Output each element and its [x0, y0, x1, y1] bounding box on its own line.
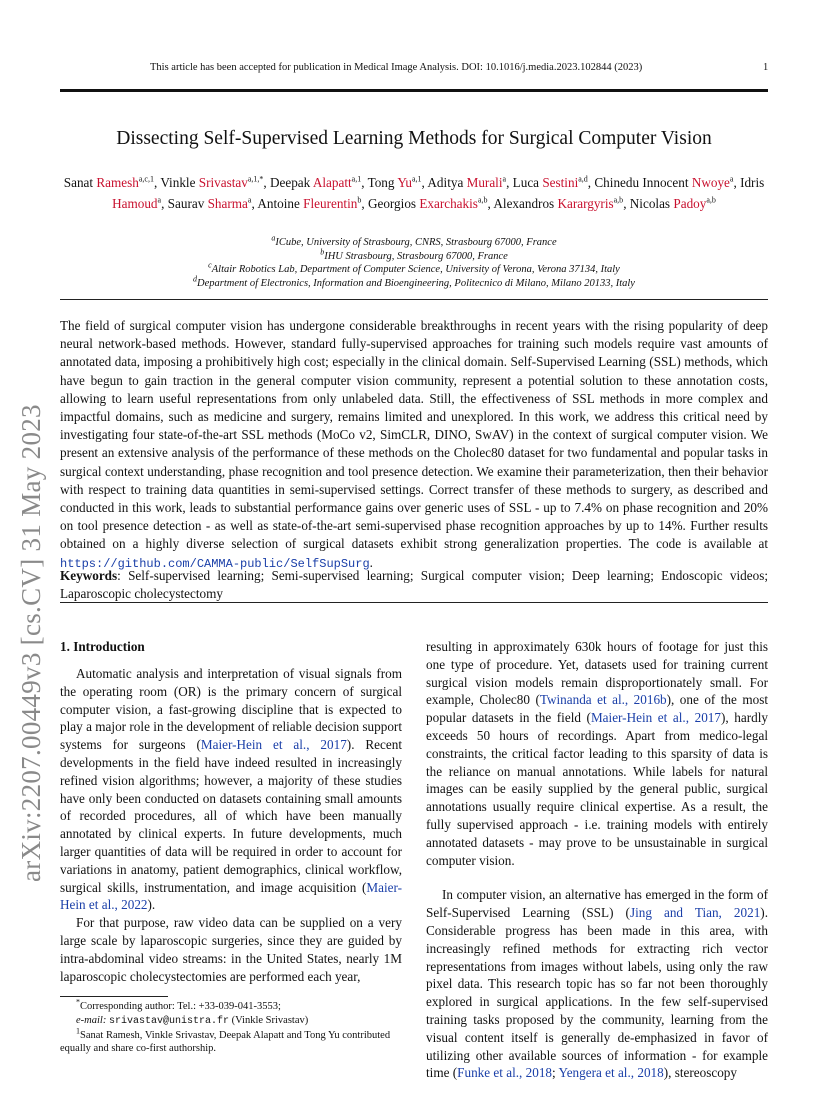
affiliation-list — [60, 233, 768, 290]
footnote-mark: 1 — [76, 1026, 80, 1036]
text: resulting in approximately 630k hours of footage for just this one type of procedure. Yet, datasets used for training current surgical vision models remain disproportionately small. For example, Cholec80 ( — [426, 639, 768, 708]
affiliation-mark: d — [193, 274, 198, 284]
author-last-name[interactable]: Nwoye — [691, 175, 730, 190]
author-affiliation-marks: a,c,1 — [138, 174, 154, 184]
text: ). Considerable progress has been made in this area, with increasingly refined methods for extracting rich vector representations from images without labels, using only the raw pixel data. This research topic has so far not been thoroughly explored in surgical applications. In the few self-supervised training tasks proposed by the community, learning from the visual content itself is generally de-emphasized in favor of utilizing other available sources of information - for example time ( — [426, 905, 768, 1081]
abstract — [60, 317, 768, 573]
page-number: 1 — [763, 62, 769, 73]
affiliation-mark: a — [271, 233, 276, 243]
author-first-name: Luca — [512, 175, 543, 190]
author — [630, 196, 716, 211]
author-last-name[interactable]: Sestini — [542, 175, 579, 190]
author-first-name: Alexandros — [493, 195, 558, 211]
author — [368, 196, 488, 211]
author-first-name: Sanat — [63, 175, 97, 190]
author-last-name[interactable]: Srivastav — [198, 175, 248, 190]
citation-link[interactable]: Maier-Hein et al., 2017 — [200, 737, 347, 753]
author-affiliation-marks: a — [729, 174, 734, 184]
author-first-name: Georgios — [367, 195, 420, 211]
affiliation — [60, 233, 768, 250]
author-last-name[interactable]: Exarchakis — [419, 195, 478, 211]
paper-title: Dissecting Self-Supervised Learning Methods for Surgical Computer Vision — [116, 128, 712, 149]
citation-link[interactable]: Yengera et al., 2018 — [558, 1065, 664, 1081]
author-affiliation-marks: a — [157, 195, 162, 205]
author-first-name: Nicolas — [629, 195, 674, 211]
author-first-name: Chinedu Innocent — [594, 175, 692, 190]
footnote-text: Sanat Ramesh, Vinkle Srivastav, Deepak Alapatt and Tong Yu contributed equally and share co-first authorship. — [60, 1029, 391, 1055]
author — [594, 175, 733, 190]
author-first-name: Aditya — [427, 175, 467, 190]
author — [168, 196, 252, 211]
author-last-name[interactable]: Alapatt — [312, 175, 352, 190]
author — [257, 196, 361, 211]
author-affiliation-marks: b — [357, 195, 362, 205]
author-affiliation-marks: a,b — [706, 195, 716, 205]
citation-link[interactable]: Maier-Hein et al., 2022 — [60, 879, 402, 913]
author-last-name[interactable]: Ramesh — [96, 175, 139, 190]
citation-link[interactable]: Jing and Tian, 2021 — [629, 905, 761, 921]
author — [513, 175, 588, 190]
text: ). Recent developments in the field have indeed resulted in increasingly refined vision algorithms; however, a majority of these studies have only been conducted on datasets containing small amounts of recorded procedures, all of which have been manually annotated by clinical experts. In future developments, much larger quantities of data will be required in order to account for variations in anatomy, patient demographics, clinical workflow, surgical skills, instrumentation, and image acquisition ( — [60, 737, 402, 895]
journal-header-text: This article has been accepted for publication in Medical Image Analysis. DOI: 10.1016/j.media.2023.102844 (2023) — [150, 62, 643, 73]
author-last-name[interactable]: Fleurentin — [303, 195, 358, 211]
author-affiliation-marks: a — [502, 174, 507, 184]
paragraph — [426, 886, 768, 1082]
email-label: e-mail: — [76, 1014, 107, 1026]
footnote-email — [60, 1014, 402, 1029]
author — [160, 175, 263, 190]
paragraph: For that purpose, raw video data can be supplied on a very large scale by laparoscopic surgeries, since they are guided by intra-abdominal video streams: in the United States, nearly 1M laparoscopic cholecystectomies are performed each year, — [60, 915, 402, 984]
text: Automatic analysis and interpretation of visual signals from the operating room (OR) is the primary concern of surgical computer vision, a fast-growing discipline that is expected to play a major role in the development of reliable decision support systems for surgeons ( — [60, 666, 402, 753]
author — [368, 175, 422, 190]
footnotes — [60, 997, 402, 1056]
text: ), hardly exceeds 50 hours of recordings. Apart from medico-legal constraints, the critical factor leading to this sparsity of data is the reliance on manual annotations. While labels for natural images can be easily supplied by the general public, surgical annotations usually require clinical expertise. As a result, the fully supervised approach - i.e. training models with entirely annotated datasets - may prove to be unsustainable in surgical computer vision. — [426, 710, 768, 868]
keywords — [60, 567, 768, 603]
code-link[interactable]: https://github.com/CAMMA-public/SelfSupSurg — [60, 556, 370, 571]
text: ; — [552, 1065, 559, 1081]
author-affiliation-marks: a,1 — [351, 174, 362, 184]
paragraph — [60, 665, 402, 914]
citation-link[interactable]: Twinanda et al., 2016b — [539, 692, 667, 708]
affiliation — [60, 260, 768, 277]
author-affiliation-marks: a,b — [477, 195, 488, 205]
author — [64, 175, 154, 190]
abstract-text: The field of surgical computer vision has undergone considerable breakthroughs in recent years with the rising popularity of deep neural network-based methods. However, standard fully-supervised approaches for training such models require vast amounts of annotated data, imposing a prohibitively high cost; especially in the clinical domain. Self-Supervised Learning (SSL) methods, which have begun to gain traction in the general computer vision community, represent a potential solution to these annotation costs, allowing to learn useful representations from only unlabeled data. Still, the effectiveness of SSL methods in more complex and impactful domains, such as medicine and surgery, remains limited and unexplored. In this work, we address this critical need by investigating four state-of-the-art SSL methods (MoCo v2, SimCLR, DINO, SwAV) in the context of surgical computer vision. We present an extensive analysis of the performance of these methods on the Cholec80 dataset for two fundamental and popular tasks in surgical context understanding, phase recognition and tool presence detection. We examine their parameterization, then their behavior with respect to training data quantities in semi-supervised settings. Correct transfer of these methods to surgery, as described and conducted in this work, leads to substantial performance gains over generic uses of SSL - up to 7.4% on phase recognition and 20% on tool presence detection - as well as state-of-the-art semi-supervised phase recognition approaches by up to 14%. Further results obtained on a highly diverse selection of surgical datasets exhibit strong generalization properties. The code is available at — [60, 318, 768, 552]
author-first-name: Vinkle — [160, 175, 199, 190]
footnote-corresponding — [60, 997, 402, 1014]
author — [493, 196, 623, 211]
affiliation-text: Department of Electronics, Information and Bioengineering, Politecnico di Milano, Milano 20133, Italy — [197, 277, 635, 289]
paragraph — [426, 638, 768, 869]
footnote-text: Corresponding author: Tel.: +33-039-041-3553; — [80, 1001, 281, 1012]
author-affiliation-marks: a,1,* — [247, 174, 264, 184]
author-last-name[interactable]: Karargyris — [557, 195, 614, 211]
author-first-name: Antoine — [257, 195, 304, 211]
author-affiliation-marks: a — [247, 195, 252, 205]
author — [270, 175, 361, 190]
author-last-name[interactable]: Yu — [397, 175, 412, 190]
citation-link[interactable]: Funke et al., 2018 — [457, 1065, 553, 1081]
affiliation-text: ICube, University of Strasbourg, CNRS, Strasbourg 67000, France — [275, 237, 557, 248]
author-first-name: Deepak — [269, 175, 313, 190]
author-first-name: Tong — [367, 175, 398, 190]
abstract-end: . — [369, 554, 373, 570]
footnote-equal-contribution — [60, 1026, 402, 1057]
citation-link[interactable]: Maier-Hein et al., 2017 — [590, 710, 721, 726]
author-last-name[interactable]: Murali — [466, 175, 503, 190]
author-first-name: Idris — [740, 175, 765, 190]
abstract-top-rule — [60, 299, 768, 300]
footnote-mark: * — [76, 997, 80, 1007]
keywords-text: : Self-supervised learning; Semi-supervised learning; Surgical computer vision; Deep learning; Endoscopic videos; Laparoscopic cholecystectomy — [60, 568, 768, 601]
affiliation — [60, 274, 768, 291]
text: ), stereoscopy — [663, 1065, 737, 1081]
keywords-label: Keywords — [60, 568, 118, 583]
keywords-bottom-rule — [60, 602, 768, 603]
affiliation-mark: c — [208, 260, 212, 270]
author-list: Sanat Ramesh$^{a,c,1}$, Vinkle Srivastav$^{a,1,*}$, Deepak Alapatt$^{a,1}$, Tong Yu$^{a,1}$, Aditya Murali$^a$, Luca Sestini$^{a,d}$, Chinedu Innocent Nwoye$^a$, Idris Hamoud$^a$, Saurav Sharma$^a$, Antoine Fleurentin$^b$, Georgios Exarchakis$^{a,b}$, Alexandros Karargyris$^{a,b}$, Nicolas Padoy$^{a,b}$ — [63, 174, 765, 211]
text: In computer vision, an alternative has emerged in the form of Self-Supervised Learning (SSL) ( — [426, 887, 768, 921]
author-affiliation-marks: a,1 — [411, 174, 422, 184]
arxiv-sidebar-stamp: arXiv:2207.00449v3 [cs.CV] 31 May 2023 — [16, 404, 46, 882]
author-last-name[interactable]: Sharma — [207, 195, 248, 211]
author-first-name: Saurav — [167, 195, 208, 211]
footnote-text: (Vinkle Srivastav) — [228, 1014, 309, 1026]
affiliation-text: IHU Strasbourg, Strasbourg 67000, France — [324, 250, 508, 262]
column-left — [60, 665, 402, 985]
author — [427, 175, 506, 190]
author-affiliation-marks: a,b — [613, 195, 624, 205]
header-rule — [60, 89, 768, 92]
column-right — [426, 638, 768, 1082]
author-last-name[interactable]: Hamoud — [112, 195, 158, 211]
text: ), one of the most popular datasets in the field ( — [426, 692, 768, 726]
section-heading: 1. Introduction — [60, 639, 145, 654]
affiliation-mark: b — [320, 247, 325, 257]
text: ). — [147, 897, 156, 913]
author-last-name[interactable]: Padoy — [673, 195, 707, 211]
affiliation-text: Altair Robotics Lab, Department of Computer Science, University of Verona, Verona 37134, Italy — [211, 264, 620, 276]
affiliation — [60, 247, 768, 264]
author-affiliation-marks: a,d — [578, 174, 588, 184]
email-address[interactable]: srivastav@unistra.fr — [108, 1015, 229, 1027]
